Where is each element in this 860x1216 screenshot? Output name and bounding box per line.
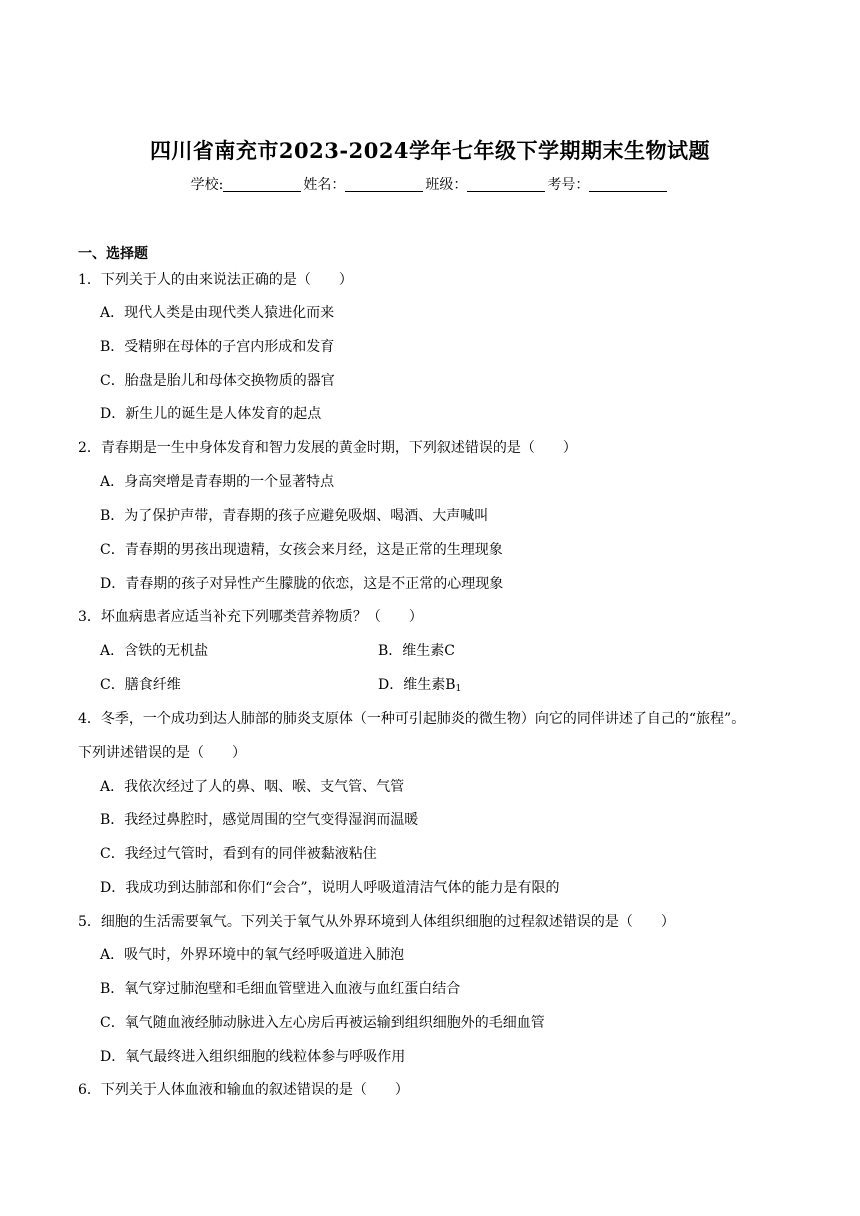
class-blank[interactable] bbox=[467, 177, 545, 192]
student-info-line bbox=[0, 174, 860, 194]
question-stem: 5．细胞的生活需要氧气。下列关于氧气从外界环境到人体组织细胞的过程叙述错误的是（ ） bbox=[78, 914, 675, 930]
page-title: 四川省南充市2023-2024学年七年级下学期期末生物试题 bbox=[149, 138, 711, 163]
option-a: A．吸气时，外界环境中的氧气经呼吸道进入肺泡 bbox=[100, 947, 405, 963]
exam-no-blank[interactable] bbox=[589, 177, 667, 192]
option-c: C．膳食纤维 bbox=[100, 677, 181, 693]
question-stem: 6．下列关于人体血液和输血的叙述错误的是（ ） bbox=[78, 1082, 409, 1098]
question-stem: 1．下列关于人的由来说法正确的是（ ） bbox=[78, 272, 353, 288]
school-blank[interactable] bbox=[223, 177, 301, 192]
option-d: D．新生儿的诞生是人体发育的起点 bbox=[100, 406, 322, 422]
question-stem: 4．冬季，一个成功到达人肺部的肺炎支原体（一种可引起肺炎的微生物）向它的同伴讲述了自己的“旅程”。 bbox=[78, 711, 746, 727]
option-b: B．我经过鼻腔时，感觉周围的空气变得湿润而温暖 bbox=[100, 812, 419, 828]
option-a: A．身高突增是青春期的一个显著特点 bbox=[100, 474, 335, 490]
question-stem: 2．青春期是一生中身体发育和智力发展的黄金时期，下列叙述错误的是（ ） bbox=[78, 440, 577, 456]
option-a: A．含铁的无机盐 bbox=[100, 643, 209, 659]
option-c: C．胎盘是胎儿和母体交换物质的器官 bbox=[100, 373, 335, 389]
option-d: D．氧气最终进入组织细胞的线粒体参与呼吸作用 bbox=[100, 1049, 406, 1065]
option-c: C．青春期的男孩出现遗精，女孩会来月经，这是正常的生理现象 bbox=[100, 542, 503, 558]
option-a: A．现代人类是由现代类人猿进化而来 bbox=[100, 305, 335, 321]
option-c: C．氧气随血液经肺动脉进入左心房后再被运输到组织细胞外的毛细血管 bbox=[100, 1015, 545, 1031]
name-blank[interactable] bbox=[345, 177, 423, 192]
option-b: B．维生素C bbox=[378, 643, 455, 659]
question-stem-continued: 下列讲述错误的是（ ） bbox=[78, 745, 246, 761]
option-c: C．我经过气管时，看到有的同伴被黏液粘住 bbox=[100, 846, 377, 862]
option-d: D．我成功到达肺部和你们“会合”，说明人呼吸道清洁气体的能力是有限的 bbox=[100, 880, 560, 896]
school-label: 学校: bbox=[190, 177, 224, 193]
exam-no-label: 考号： bbox=[547, 177, 590, 193]
class-label: 班级： bbox=[425, 177, 468, 193]
option-d-text: D．维生素B bbox=[378, 677, 456, 693]
option-d bbox=[378, 676, 461, 698]
name-label: 姓名： bbox=[303, 177, 346, 193]
question-stem: 3．坏血病患者应适当补充下列哪类营养物质？（ ） bbox=[78, 609, 423, 625]
option-d-subscript: 1 bbox=[455, 684, 462, 694]
option-d: D．青春期的孩子对异性产生朦胧的依恋，这是不正常的心理现象 bbox=[100, 576, 504, 592]
option-b: B．氧气穿过肺泡壁和毛细血管壁进入血液与血红蛋白结合 bbox=[100, 981, 461, 997]
option-b: B．为了保护声带，青春期的孩子应避免吸烟、喝酒、大声喊叫 bbox=[100, 508, 489, 524]
option-a: A．我依次经过了人的鼻、咽、喉、支气管、气管 bbox=[100, 779, 405, 795]
option-b: B．受精卵在母体的子宫内形成和发育 bbox=[100, 339, 335, 355]
section-heading: 一、选择题 bbox=[78, 246, 148, 262]
